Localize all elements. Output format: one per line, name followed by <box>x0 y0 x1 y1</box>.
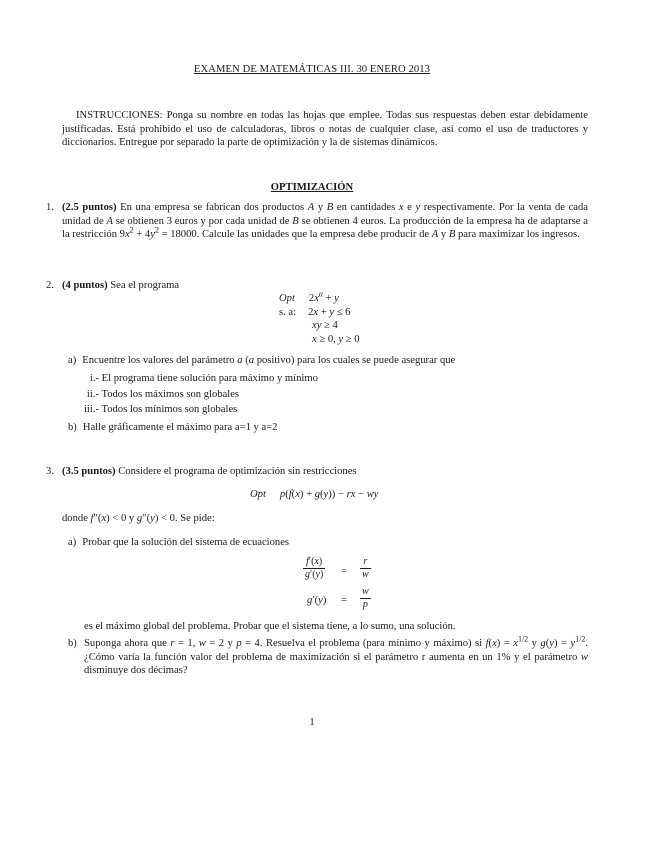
q2-program: Opt $2x^a + y$ s. a: 2x + y ≤ 6 xy ≥ 4 x ≥ 0, y ≥ 0 <box>279 289 360 345</box>
q3-part-a-after: es el máximo global del problema. Probar que el sistema tiene, a lo sumo, una solución. <box>84 621 456 632</box>
q2-points: (4 puntos) <box>62 280 108 291</box>
list-item: iii.- Todos los mínimos son globales <box>83 404 238 415</box>
q3-part-b-label: b) <box>68 638 77 649</box>
q3-number: 3. <box>46 466 54 477</box>
q3-part-a: a) Probar que la solución del sistema de ecuaciones <box>68 537 290 548</box>
instructions <box>62 109 588 150</box>
q2-intro: (4 puntos) Sea el programa <box>62 280 180 291</box>
section-heading: OPTIMIZACIÓN <box>270 182 354 193</box>
q1-number: 1. <box>46 202 54 213</box>
page-title: EXAMEN DE MATEMÁTICAS III. 30 ENERO 2013 <box>193 64 431 75</box>
q3-points: (3.5 puntos) <box>62 466 116 477</box>
list-item: i.- El programa tiene solución para máximo y mínimo <box>89 373 318 384</box>
page-number: 1 <box>309 717 315 728</box>
q2-part-a: a) Encuentre los valores del parámetro a (a positivo) para los cuales se puede asegurar que <box>68 355 456 366</box>
q3-program: Opt p(f(x) + g(y)) − rx − wy <box>250 489 379 500</box>
q2-number: 2. <box>46 280 54 291</box>
instructions-text: INSTRUCCIONES: Ponga su nombre en todas las hojas que emplee. Todas sus respuestas deben estar debidamente justificadas. Está prohibido el uso de calculadoras, libros o notas de cualquier clase, así como el uso de traductores y diccionarios. Entregue por separado la parte de optimización y la de sistemas dinámicos. <box>62 110 588 149</box>
q1-points: (2.5 puntos) <box>62 202 117 213</box>
q1-body: (2.5 puntos) En una empresa se fabrican dos productos A y B en cantidades x e y respectivamente. Por la venta de cada unidad de A se obtienen 3 euros y por cada unidad de B se obtienen 4 euros. La producción de la empresa ha de adaptarse a la restricción $9x^2 + 4y^2 = 18000$. Calcule las unidades que la empresa debe producir de A y B para maximizar los ingresos. <box>62 202 588 241</box>
q3-conditions: donde f″(x) < 0 y g″(y) < 0. Se pide: <box>62 513 215 524</box>
q3-part-b: Suponga ahora que r = 1, w = 2 y p = 4. Resuelva el problema (para mínimo y máximo) si $f(x) = x^{1/2}$ y $g(y) = y^{1/2}$. ¿Cómo varía la función valor del problema de maximización si el parámetro r aumenta en un 1% y el parámetro w disminuye dos décimas? <box>84 634 588 677</box>
q2-items <box>80 372 480 419</box>
list-item: ii.- Todos los máximos son globales <box>86 388 240 400</box>
q3-system <box>303 556 393 614</box>
q2-part-b: b) Halle gráficamente el máximo para a=1 y a=2 <box>68 422 278 433</box>
equation-row: $\frac{f'(x)}{g'(y)}$ = $\frac{r}{w}$ <box>305 556 369 580</box>
q3-intro: (3.5 puntos) Considere el programa de optimización sin restricciones <box>62 466 357 477</box>
equation-row: g′(y) = $\frac{w}{p}$ <box>307 586 369 610</box>
